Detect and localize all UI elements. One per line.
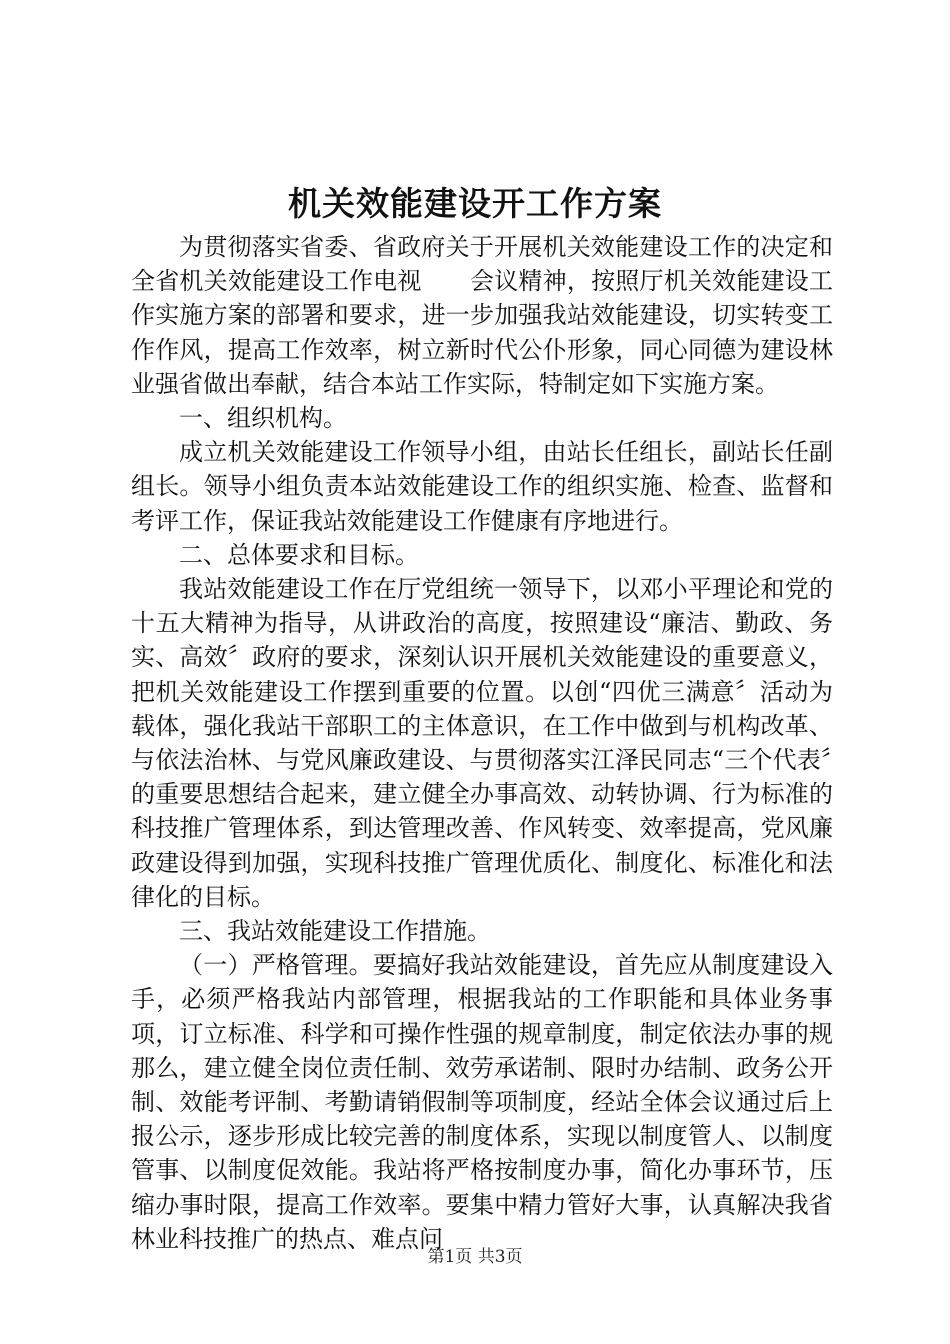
page-number: 第1页 共3页: [427, 1247, 523, 1267]
section-heading-organization: 一、组织机构。: [179, 404, 347, 433]
paragraph-organization: 成立机关效能建设工作领导小组，由站长任组长，副站长任副组长。领导小组负责本站效能建设工作的组织实施、检查、监督和考评工作，保证我站效能建设工作健康有序地进行。: [131, 438, 833, 535]
section-heading-measures: 三、我站效能建设工作措施。: [179, 917, 491, 946]
document-body: [131, 230, 833, 1256]
paragraph-intro: 为贯彻落实省委、省政府关于开展机关效能建设工作的决定和全省机关效能建设工作电视 会议精神，按照厅机关效能建设工作实施方案的部署和要求，进一步加强我站效能建设，切实转变工作作风，提高工作效率，树立新时代公仆形象，同心同德为建设林业强省做出奉献，结合本站工作实际，特制定如下实施方案。: [131, 233, 833, 398]
paragraph-measures: （一）严格管理。要搞好我站效能建设，首先应从制度建设入手，必须严格我站内部管理，根据我站的工作职能和具体业务事项，订立标准、科学和可操作性强的规章制度，制定依法办事的规那么，建立健全岗位责任制、效劳承诺制、限时办结制、政务公开制、效能考评制、考勤请销假制等项制度，经站全体会议通过后上报公示，逐步形成比较完善的制度体系，实现以制度管人、以制度管事、以制度促效能。我站将严格按制度办事，简化办事环节，压缩办事时限，提高工作效率。要集中精力管好大事，认真解决我省林业科技推广的热点、难点问: [131, 951, 833, 1253]
section-heading-goals: 二、总体要求和目标。: [179, 540, 419, 569]
paragraph-goals: 我站效能建设工作在厅党组统一领导下，以邓小平理论和党的十五大精神为指导，从讲政治的高度，按照建设“廉洁、勤政、务实、高效〞政府的要求，深刻认识开展机关效能建设的重要意义，把机关效能建设工作摆到重要的位置。以创“四优三满意〞活动为载体，强化我站干部职工的主体意识，在工作中做到与机构改革、与依法治林、与党风廉政建设、与贯彻落实江泽民同志“三个代表〞的重要思想结合起来，建立健全办事高效、动转协调、行为标准的科技推广管理体系，到达管理改善、作风转变、效率提高，党风廉政建设得到加强，实现科技推广管理优质化、制度化、标准化和法律化的目标。: [131, 575, 833, 911]
document-title: 机关效能建设开工作方案: [288, 184, 662, 223]
